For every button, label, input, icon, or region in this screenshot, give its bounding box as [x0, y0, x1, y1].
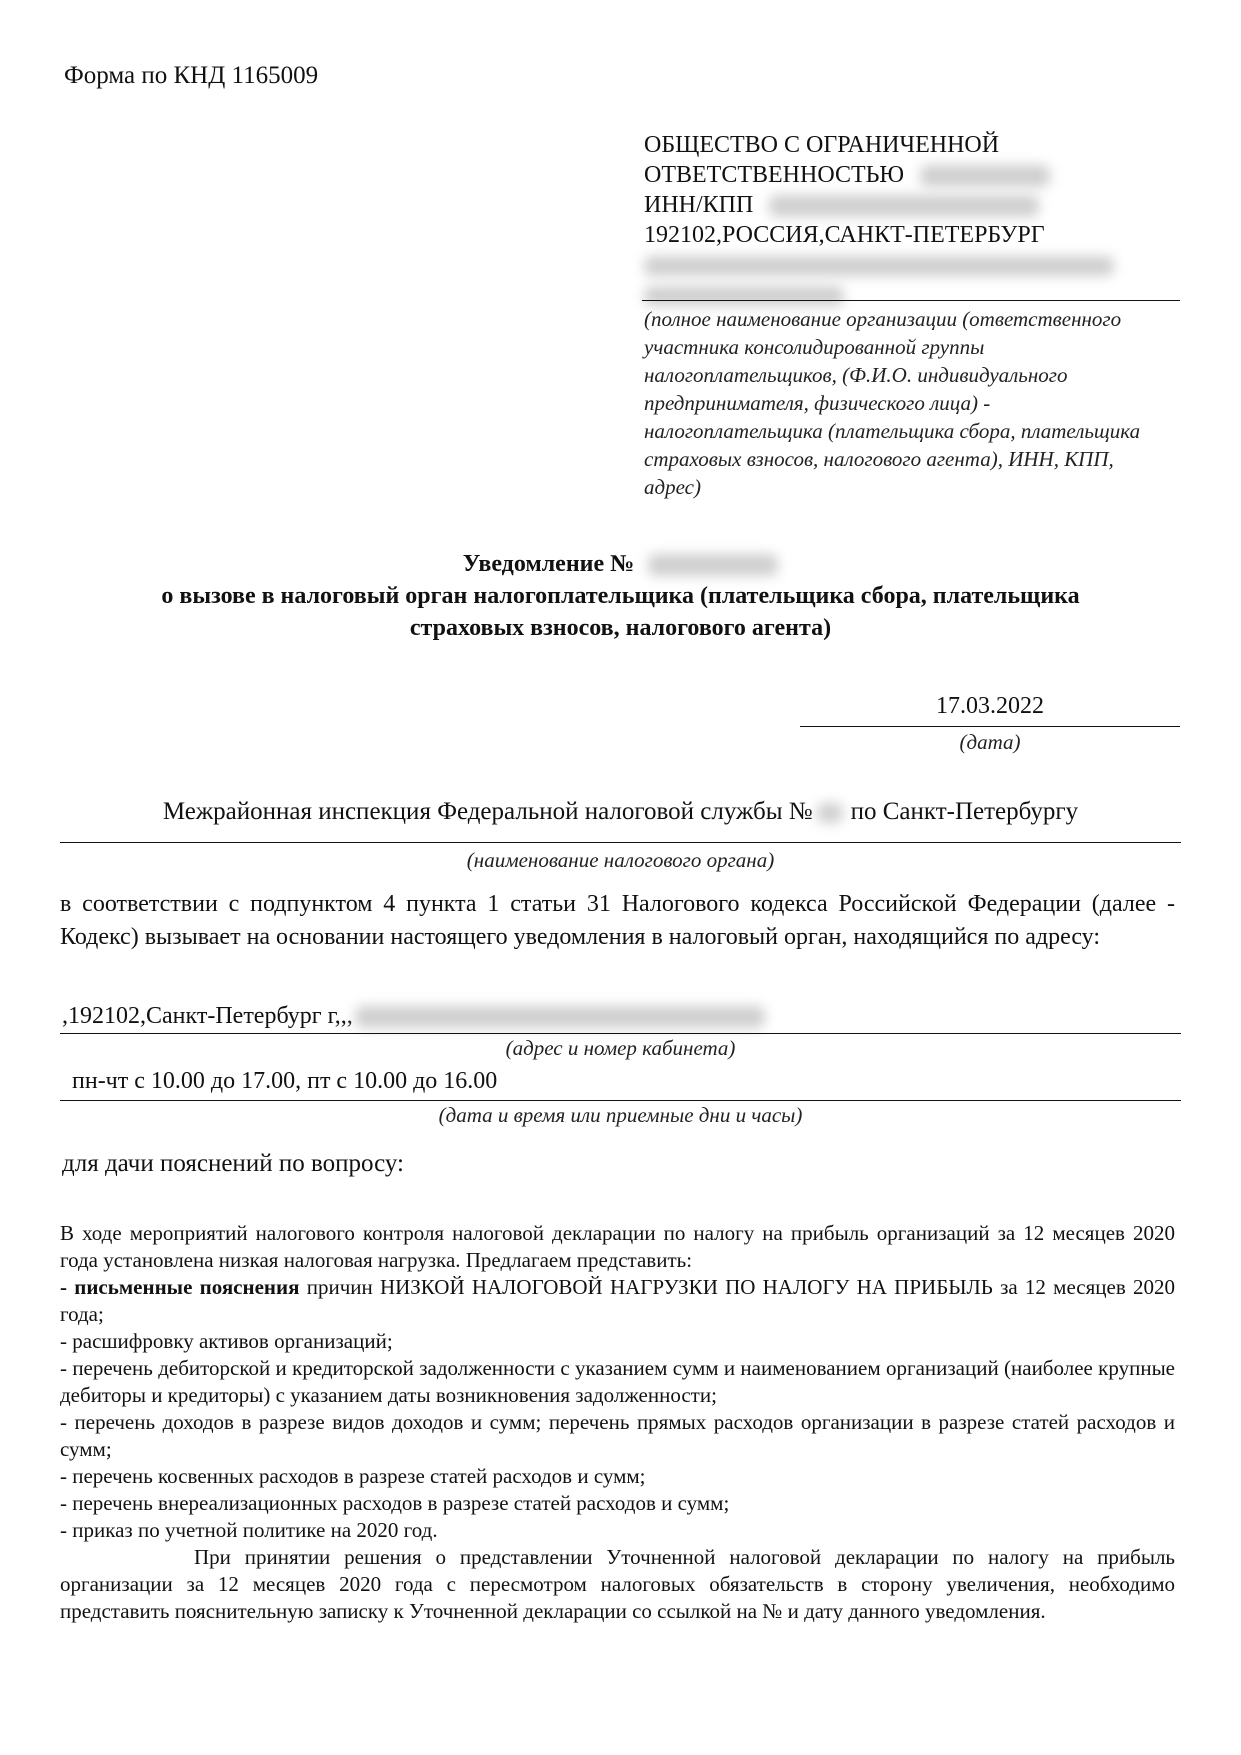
details-item-4: - перечень доходов в разрезе видов доходов и сумм; перечень прямых расходов организации в разрезе статей расходов и сумм; — [60, 1410, 1175, 1461]
details-item-6: - перечень внереализационных расходов в разрезе статей расходов и сумм; — [60, 1491, 730, 1515]
tax-authority-underline — [60, 842, 1181, 843]
redacted-address — [644, 256, 1114, 276]
recipient-line-3: ИНН/КПП — [644, 190, 1204, 220]
notice-title-line-3: страховых взносов, налогового агента) — [409, 615, 832, 641]
date-value: 17.03.2022 — [936, 693, 1044, 719]
notice-title-line-2: о вызове в налоговый орган налогоплательщика (плательщика сбора, плательщика — [161, 583, 1080, 609]
details-paragraph-2: При принятии решения о представлении Уточненной налоговой декларации по налогу на прибыль организации за 12 месяцев 2020 года с пересмотром налоговых обязательств в сторону увеличения, необходимо представить пояснительную записку к Уточненной декларации со ссылкой на № и дату данного уведомления. — [60, 1545, 1175, 1623]
notice-title-line-1: Уведомление № — [60, 548, 1181, 580]
details-paragraph-1: В ходе мероприятий налогового контроля налоговой декларации по налогу на прибыль организаций за 12 месяцев 2020 года установлена низкая налоговая нагрузка. Предлагаем представить: — [60, 1221, 1175, 1272]
details-block — [60, 1220, 1175, 1625]
redacted-inn — [769, 195, 1039, 217]
tax-authority-caption: (наименование налогового органа) — [466, 848, 775, 872]
redacted-name — [920, 165, 1050, 187]
address-value: ,192102,Санкт-Петербург г,,, — [62, 1003, 765, 1030]
date-underline — [800, 726, 1180, 727]
recipient-line-2: ОТВЕТСТВЕННОСТЬЮ — [644, 160, 1204, 190]
recipient-line-4: 192102,РОССИЯ,САНКТ-ПЕТЕРБУРГ — [644, 222, 1045, 248]
hours-underline — [60, 1100, 1181, 1101]
details-item-7: - приказ по учетной политике на 2020 год. — [60, 1518, 438, 1542]
form-code: Форма по КНД 1165009 — [64, 62, 319, 89]
address-underline — [60, 1033, 1181, 1034]
details-item-5: - перечень косвенных расходов в разрезе статей расходов и сумм; — [60, 1464, 646, 1488]
details-item-1: - письменные пояснения причин НИЗКОЙ НАЛОГОВОЙ НАГРУЗКИ ПО НАЛОГУ НА ПРИБЫЛЬ за 12 месяцев 2020 года; — [60, 1275, 1175, 1326]
redacted-street-address — [355, 1006, 765, 1028]
notice-title — [60, 548, 1181, 644]
recipient-caption: (полное наименование организации (ответственного участника консолидированной группы налогоплательщиков, (Ф.И.О. индивидуального предпринимателя, физического лица) - налогоплательщика (плательщика сбора, плательщика страховых взносов, налогового агента), ИНН, КПП, адрес) — [644, 307, 1141, 499]
redacted-address-2 — [644, 286, 844, 306]
recipient-line-1: ОБЩЕСТВО С ОГРАНИЧЕННОЙ — [644, 132, 1000, 158]
address-caption: (адрес и номер кабинета) — [505, 1036, 736, 1060]
tax-authority-name: Межрайонная инспекция Федеральной налоговой службы № по Санкт-Петербургу — [162, 798, 1079, 825]
reception-hours: пн-чт с 10.00 до 17.00, пт с 10.00 до 16.00 — [72, 1068, 498, 1094]
recipient-block — [644, 130, 1204, 310]
redacted-notice-number — [648, 554, 778, 576]
details-item-2: - расшифровку активов организаций; — [60, 1329, 393, 1353]
recipient-underline — [642, 300, 1180, 301]
intro-paragraph: в соответствии с подпунктом 4 пункта 1 статьи 31 Налогового кодекса Российской Федерации (далее - Кодекс) вызывает на основании настоящего уведомления в налоговый орган, находящийся по адресу: — [60, 891, 1175, 950]
details-item-3: - перечень дебиторской и кредиторской задолженности с указанием сумм и наименованием организаций (наиболее крупные дебиторы и кредиторы) с указанием даты возникновения задолженности; — [60, 1356, 1175, 1407]
hours-caption: (дата и время или приемные дни и часы) — [438, 1103, 803, 1127]
redacted-inspection-number — [817, 803, 843, 823]
recipient-line-5 — [644, 250, 1204, 280]
date-caption: (дата) — [959, 730, 1021, 754]
purpose-label: для дачи пояснений по вопросу: — [62, 1150, 404, 1177]
